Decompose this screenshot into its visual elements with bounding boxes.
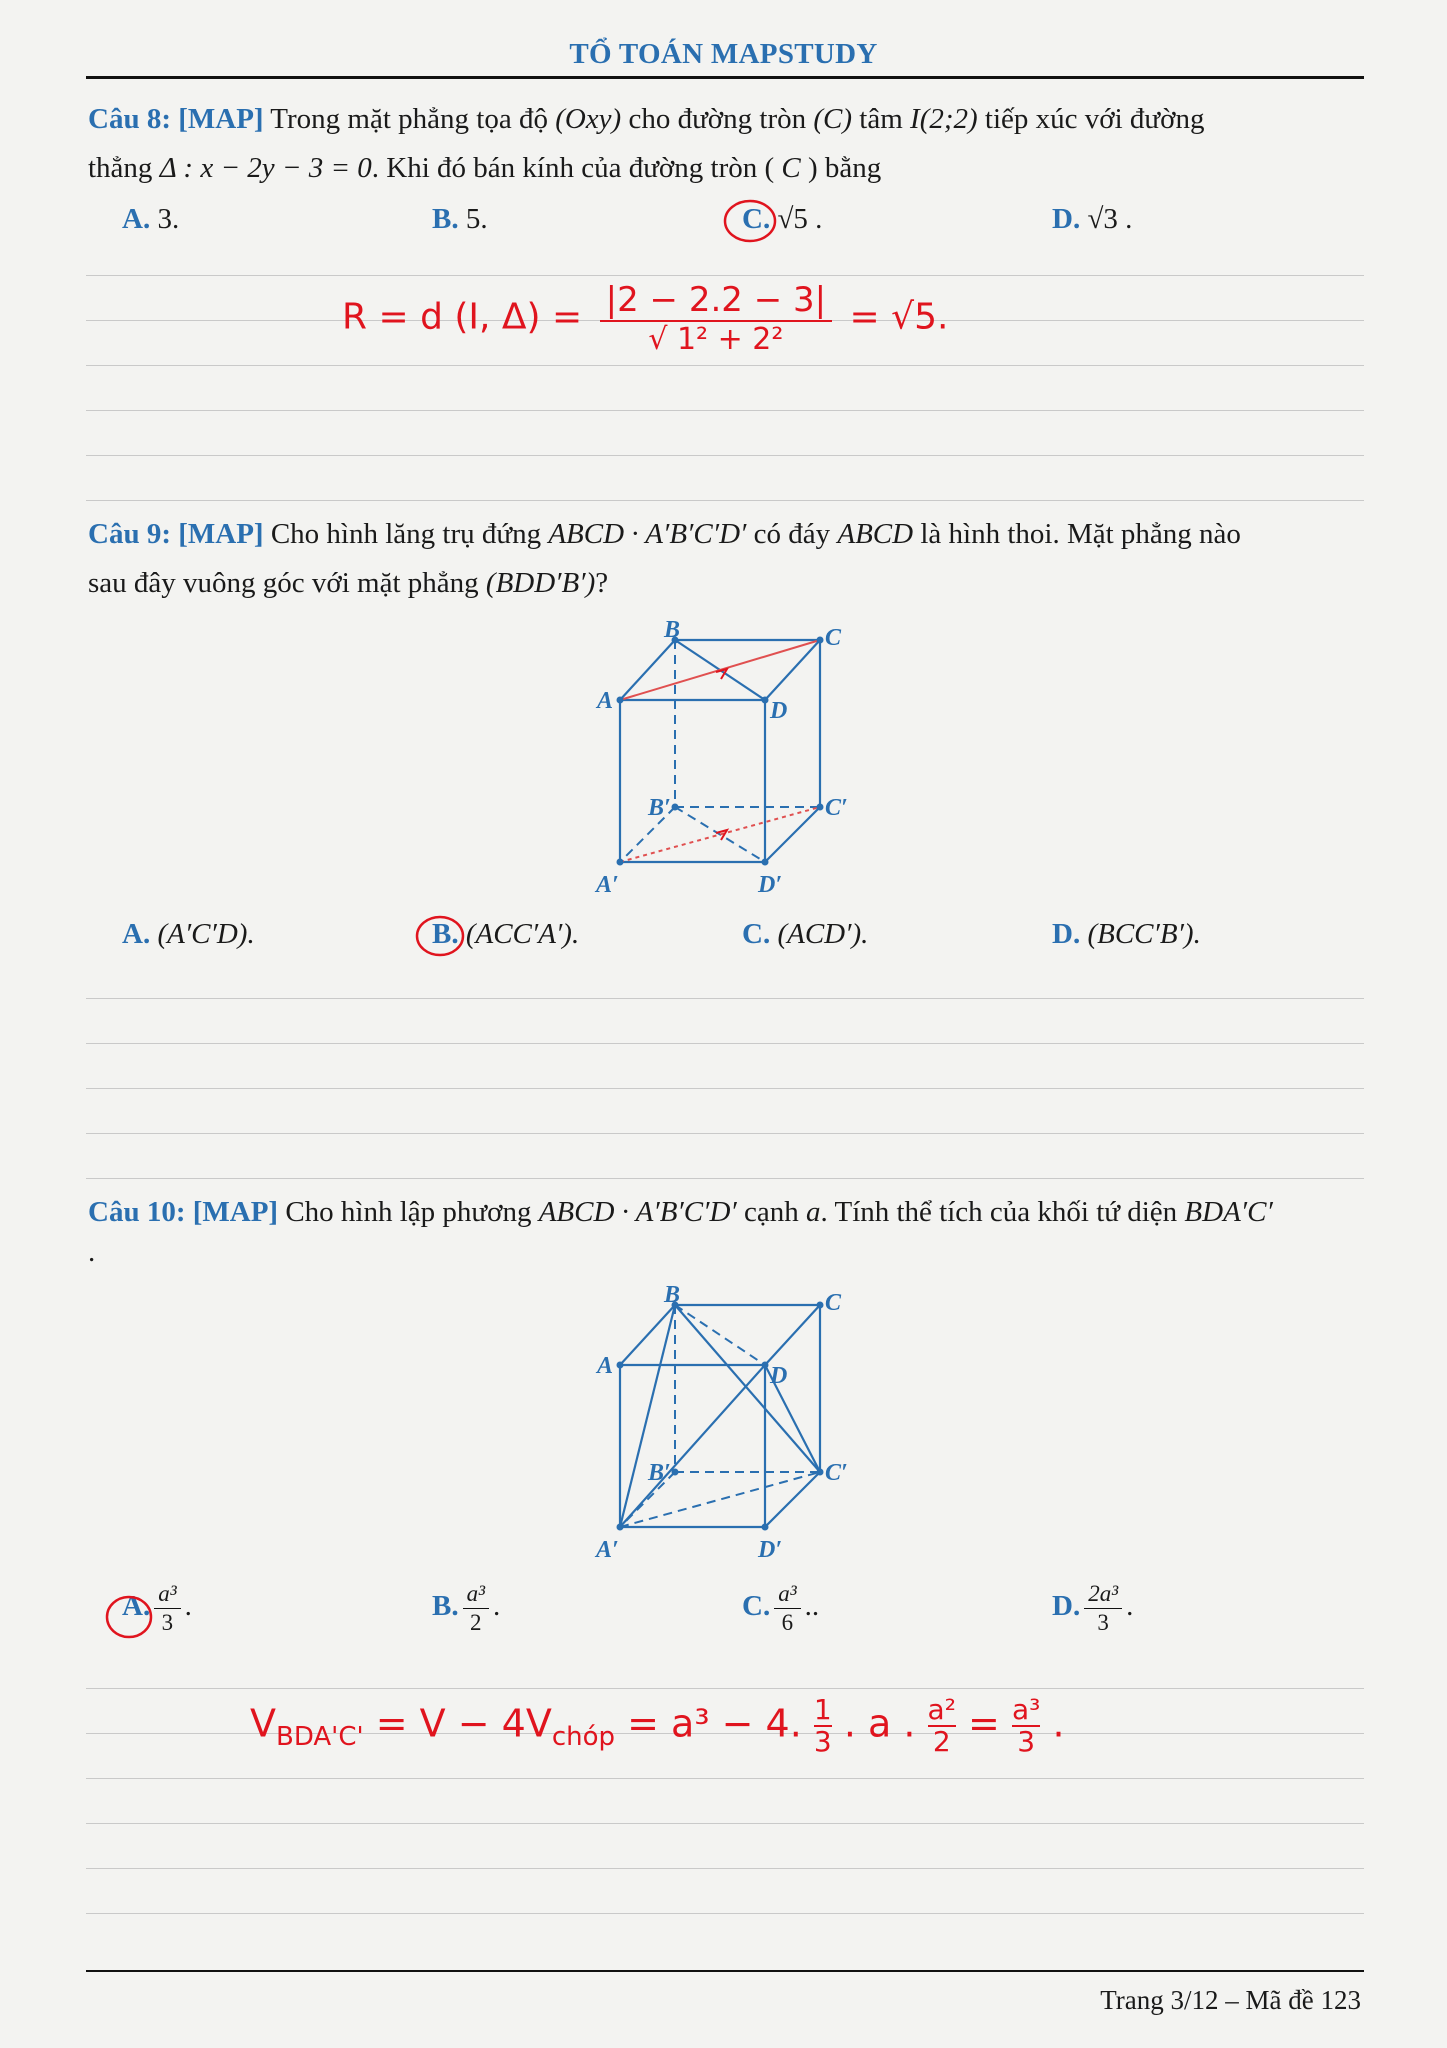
note-line: [86, 500, 1364, 501]
note-line: [86, 1088, 1364, 1089]
q8-text: tiếp xúc với đường: [977, 103, 1205, 135]
q8-circle: (C): [813, 103, 853, 135]
q9-label-dp: D′: [758, 872, 783, 898]
hand-dot: . a .: [843, 1701, 916, 1746]
option-value: (BCC′B′).: [1087, 918, 1201, 950]
q9-prism-figure: [580, 615, 880, 905]
option-label: A.: [122, 918, 151, 950]
note-line: [86, 1178, 1364, 1179]
q9-answer-circle: [412, 912, 468, 960]
q10-label-d: D: [770, 1363, 788, 1389]
q9-label-bp: B′: [648, 795, 671, 821]
option-fraction: [774, 1580, 800, 1637]
option-value: √3 .: [1087, 203, 1133, 235]
hand-fraction: [600, 280, 832, 357]
header-rule: [86, 76, 1364, 79]
note-line: [86, 1688, 1364, 1689]
q10-option-c[interactable]: [742, 1580, 819, 1637]
hand-denominator: 2: [932, 1725, 951, 1758]
option-value: (A′C′D).: [157, 918, 255, 950]
q9-label-ap: A′: [596, 872, 619, 898]
hand-end: .: [1052, 1701, 1065, 1746]
q9-text: ?: [595, 567, 609, 599]
q10-label-c: C: [825, 1290, 842, 1316]
option-value: (ACD′).: [777, 918, 869, 950]
hand-numerator: a²: [927, 1693, 956, 1726]
q10-text: Cho hình lập phương: [278, 1196, 539, 1228]
q8-text: Trong mặt phẳng tọa độ: [263, 103, 556, 135]
q8-option-b[interactable]: [432, 203, 488, 236]
q8-text: ) bằng: [800, 152, 882, 184]
q9-text: có đáy: [746, 518, 838, 550]
q10-answer-circle: [102, 1592, 156, 1642]
note-line: [86, 1913, 1364, 1914]
hand-v: V: [250, 1701, 276, 1746]
hand-chop: chóp: [551, 1722, 616, 1753]
fraction-numerator: a³: [774, 1580, 800, 1609]
footer-page-info: Trang 3/12 – Mã đề 123: [1100, 1985, 1361, 2015]
question-9: [88, 510, 1368, 608]
hand-denominator: 3: [1017, 1725, 1036, 1758]
fraction-denominator: 3: [161, 1610, 174, 1635]
option-fraction: [1084, 1580, 1122, 1637]
note-line: [86, 365, 1364, 366]
hand-numerator: |2 − 2.2 − 3|: [600, 280, 832, 322]
option-fraction: [154, 1580, 180, 1637]
hand-fraction: [1012, 1695, 1040, 1757]
note-line: [86, 1823, 1364, 1824]
q10-tetrahedron: BDA′C′: [1184, 1196, 1273, 1228]
q9-base: ABCD: [837, 518, 914, 550]
question-10-line-1: [88, 1188, 1368, 1237]
q10-edge: a: [806, 1196, 821, 1228]
q9-label-b: B: [664, 617, 681, 643]
q10-cube: ABCD · A′B′C′D′: [538, 1196, 737, 1228]
q8-text: . Khi đó bán kính của đường tròn (: [371, 152, 782, 184]
q8-text: tâm: [852, 103, 911, 135]
hand-denominator: 3: [813, 1725, 832, 1758]
q8-text: cho đường tròn: [621, 103, 814, 135]
q8-handwritten-solution: [342, 280, 948, 357]
q10-label-dp: D′: [758, 1537, 783, 1563]
q9-label-a: A: [597, 688, 614, 714]
q9-label-c: C: [825, 625, 842, 651]
question-8-line-2: [88, 144, 1368, 193]
q10-label-b: B: [664, 1282, 681, 1308]
fraction-numerator: a³: [154, 1580, 180, 1609]
option-value: √5 .: [777, 203, 823, 235]
option-tail: .: [493, 1590, 501, 1623]
q10-option-d[interactable]: [1052, 1580, 1133, 1637]
hand-eq: =: [968, 1701, 1000, 1746]
note-line: [86, 1778, 1364, 1779]
q8-answer-circle: [720, 196, 780, 246]
q10-label-bp: B′: [648, 1460, 671, 1486]
q9-option-d[interactable]: [1052, 918, 1201, 951]
option-label: D.: [1052, 918, 1081, 950]
fraction-denominator: 3: [1097, 1610, 1109, 1635]
q8-line-eq: Δ : x − 2y − 3 = 0: [159, 152, 372, 184]
question-8-label: Câu 8: [MAP]: [88, 103, 264, 135]
question-10-line-2: .: [88, 1236, 96, 1268]
fraction-denominator: 2: [470, 1610, 482, 1635]
option-tail: .: [184, 1590, 192, 1623]
q10-label-cp: C′: [825, 1460, 848, 1486]
option-tail: .: [1126, 1590, 1134, 1623]
fraction-numerator: a³: [463, 1580, 489, 1609]
page-header-title: TỔ TOÁN MAPSTUDY: [569, 38, 878, 70]
option-fraction: [463, 1580, 489, 1637]
hand-fraction: [814, 1695, 832, 1757]
question-9-line-2: [88, 559, 1368, 608]
fraction-denominator: 6: [781, 1610, 794, 1635]
option-label: A.: [122, 203, 151, 235]
hand-fraction: [928, 1695, 956, 1757]
q10-cube-figure: [580, 1280, 880, 1570]
q9-option-c[interactable]: [742, 918, 868, 951]
q10-label-a: A: [597, 1353, 614, 1379]
note-line: [86, 275, 1364, 276]
note-line: [86, 410, 1364, 411]
q9-plane: (BDD′B′): [485, 567, 596, 599]
option-label: B.: [432, 918, 459, 950]
question-10-label: Câu 10: [MAP]: [88, 1196, 279, 1228]
option-value: 5.: [465, 203, 488, 235]
option-label: D.: [1052, 203, 1081, 235]
option-label: C.: [742, 1590, 771, 1623]
q8-circle: C: [781, 152, 801, 184]
q9-label-d: D: [770, 698, 788, 724]
question-8: [88, 95, 1368, 193]
q8-center: I(2;2): [910, 103, 978, 135]
q8-text: thẳng: [88, 152, 160, 184]
q9-option-a[interactable]: [122, 918, 255, 951]
footer-rule: [86, 1970, 1364, 1972]
q10-text: cạnh: [736, 1196, 806, 1228]
option-label: B.: [432, 203, 459, 235]
option-label: D.: [1052, 1590, 1081, 1623]
question-9-line-1: [88, 510, 1368, 559]
hand-mid: = V − 4V: [375, 1701, 552, 1746]
hand-lhs: R = d (I, Δ) =: [342, 296, 583, 338]
hand-numerator: 1: [813, 1693, 832, 1726]
note-line: [86, 1043, 1364, 1044]
hand-numerator: a³: [1011, 1693, 1041, 1726]
option-label: C.: [742, 918, 771, 950]
q10-label-ap: A′: [596, 1537, 619, 1563]
q9-text: Cho hình lăng trụ đứng: [263, 518, 549, 550]
option-value: (ACC′A′).: [465, 918, 580, 950]
q10-option-b[interactable]: [432, 1580, 500, 1637]
option-value: 3.: [157, 203, 180, 235]
q9-label-cp: C′: [825, 795, 848, 821]
note-line: [86, 1868, 1364, 1869]
note-line: [86, 998, 1364, 999]
q8-option-d[interactable]: [1052, 203, 1132, 236]
q9-text: là hình thoi. Mặt phẳng nào: [913, 518, 1241, 550]
q8-oxy: (Oxy): [555, 103, 622, 135]
option-tail: ..: [804, 1590, 820, 1623]
hand-rhs: = √5.: [849, 296, 949, 338]
question-8-line-1: [88, 95, 1368, 144]
option-label: A.: [122, 1590, 151, 1623]
question-10: [88, 1188, 1368, 1267]
option-label: B.: [432, 1590, 459, 1623]
q10-text: . Tính thể tích của khối tứ diện: [820, 1196, 1185, 1228]
hand-sub: BDA'C': [276, 1722, 364, 1753]
q9-text: sau đây vuông góc với mặt phẳng: [88, 567, 486, 599]
hand-denominator: √ 1² + 2²: [648, 322, 784, 357]
q9-prism: ABCD · A′B′C′D′: [548, 518, 747, 550]
q8-option-a[interactable]: [122, 203, 179, 236]
fraction-numerator: 2a³: [1084, 1580, 1122, 1609]
note-line: [86, 1133, 1364, 1134]
question-9-label: Câu 9: [MAP]: [88, 518, 264, 550]
note-line: [86, 455, 1364, 456]
option-label: C.: [742, 203, 771, 235]
hand-eq: = a³ − 4.: [627, 1701, 802, 1746]
q10-handwritten-solution: [250, 1695, 1065, 1757]
